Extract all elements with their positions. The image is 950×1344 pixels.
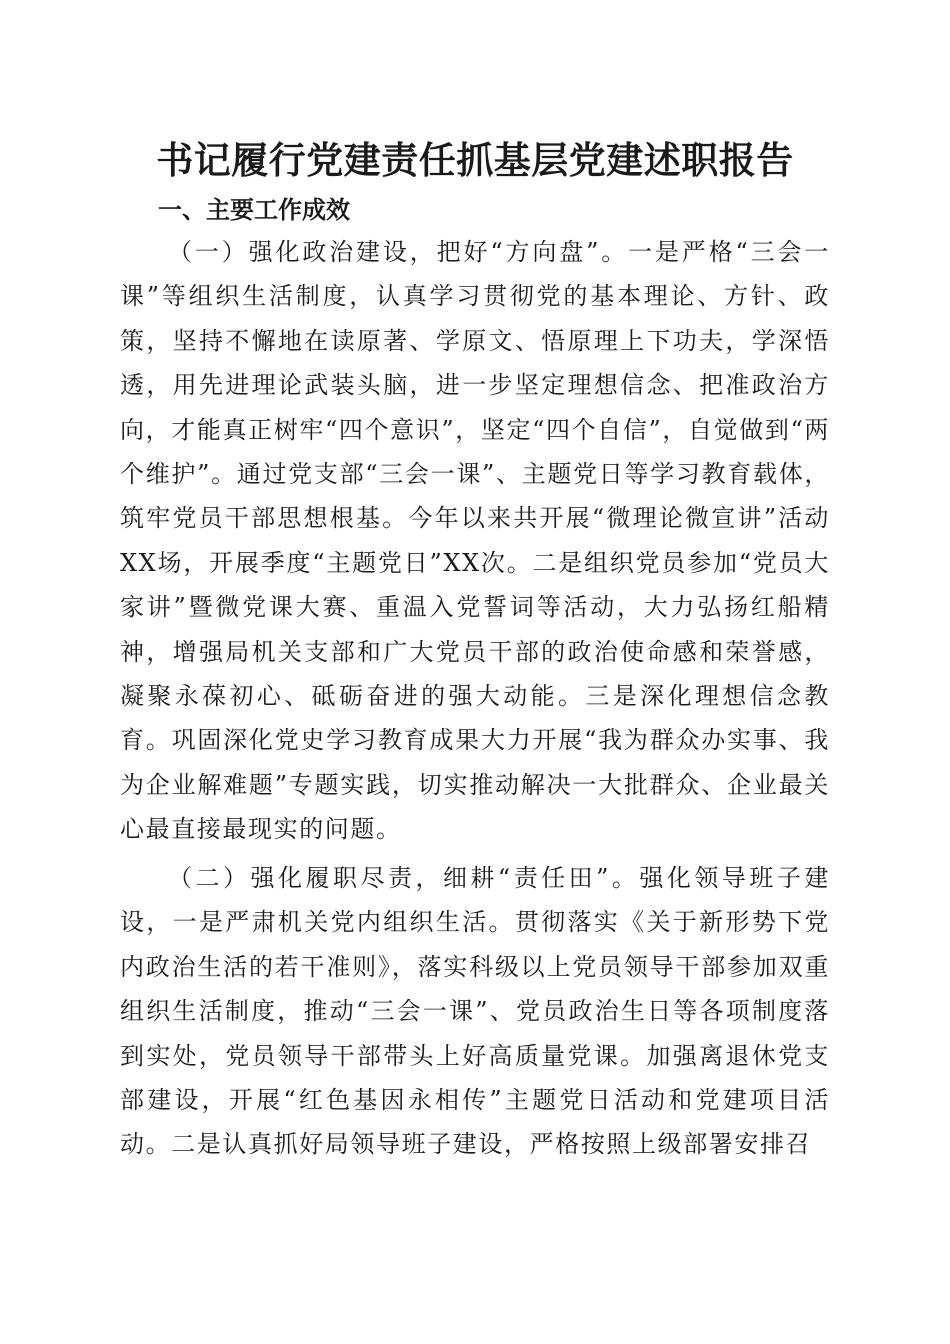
body-paragraph-2: （二）强化履职尽责，细耕“责任田”。强化领导班子建设，一是严肃机关党内组织生活。贯彻落实《关于新形势下党内政治生活的若干准则》，落实科级以上党员领导干部参加双重组织生活制度，推动“三会一课”、党员政治生日等各项制度落到实处，党员领导干部带头上好高质量党课。加强离退休党支部建设，开展“红色基因永相传”主题党日活动和党建项目活动。二是认真抓好局领导班子建设，严格按照上级部署安排召 <box>120 864 830 1159</box>
document-title: 书记履行党建责任抓基层党建述职报告 <box>156 138 794 182</box>
body-paragraph-1: （一）强化政治建设，把好“方向盘”。一是严格“三会一课”等组织生活制度，认真学习贯彻党的基本理论、方针、政策，坚持不懈地在读原著、学原文、悟原理上下功夫，学深悟透，用先进理论武装头脑，进一步坚定理想信念、把准政治方向，才能真正树牢“四个意识”，坚定“四个自信”，自觉做到“两个维护”。通过党支部“三会一课”、主题党日等学习教育载体，筑牢党员干部思想根基。今年以来共开展“微理论微宣讲”活动XX场，开展季度“主题党日”XX次。二是组织党员参加“党员大家讲”暨微党课大赛、重温入党誓词等活动，大力弘扬红船精神，增强局机关支部和广大党员干部的政治使命感和荣誉感，凝聚永葆初心、砥砺奋进的强大动能。三是深化理想信念教育。巩固深化党史学习教育成果大力开展“我为群众办实事、我为企业解难题”专题实践，切实推动解决一大批群众、企业最关心最直接最现实的问题。 <box>120 238 830 844</box>
section-heading: 一、主要工作成效 <box>158 196 350 224</box>
